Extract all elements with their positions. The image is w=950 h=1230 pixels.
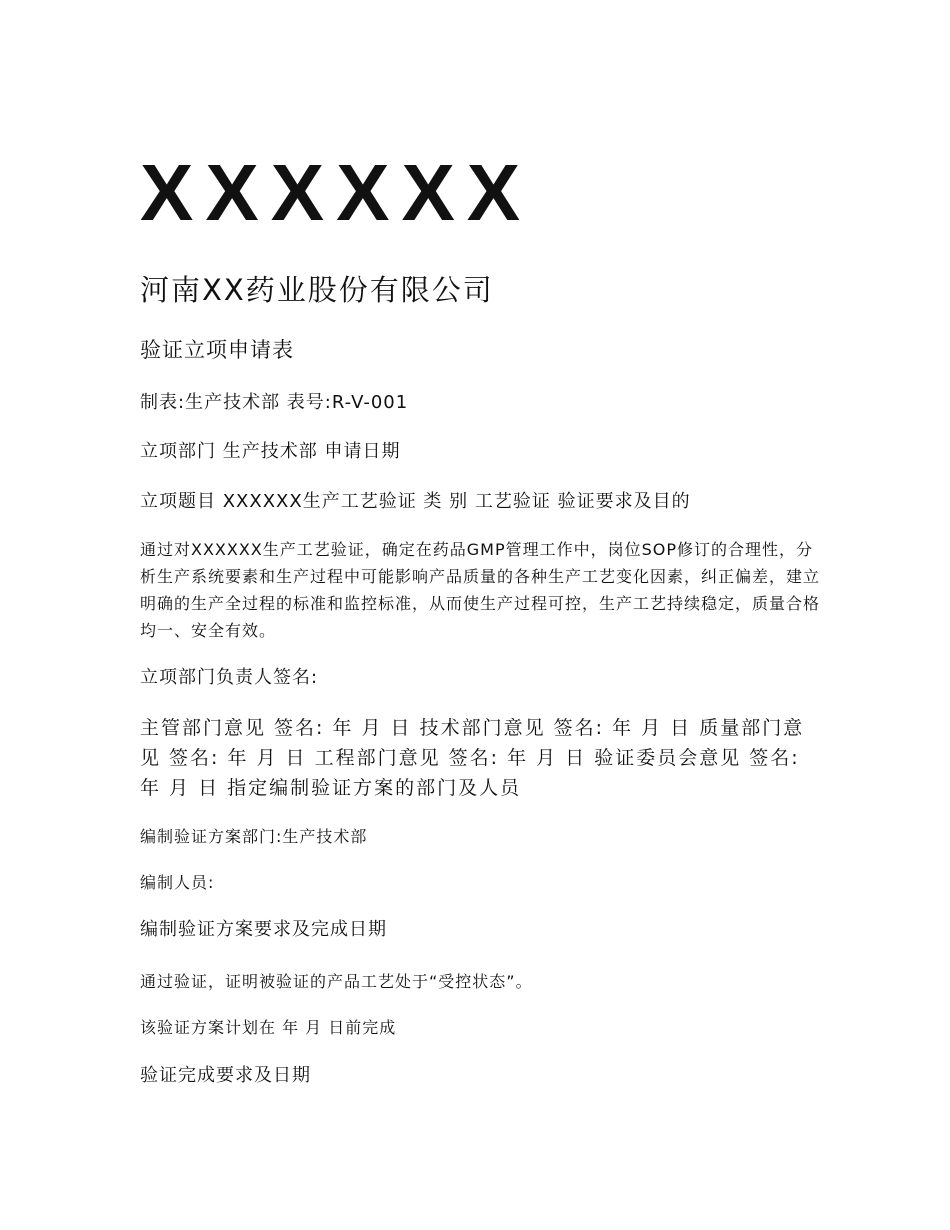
subject-line: 立项题目 XXXXXX生产工艺验证 类 别 工艺验证 验证要求及目的 [140, 491, 691, 512]
completion-heading: 验证完成要求及日期 [140, 1065, 311, 1086]
form-title: 验证立项申请表 [140, 338, 294, 362]
plan-staff: 编制人员: [140, 873, 215, 892]
plan-deadline: 该验证方案计划在 年 月 日前完成 [140, 1018, 397, 1037]
opinions-paragraph: 主管部门意见 签名: 年 月 日 技术部门意见 签名: 年 月 日 质量部门意见 签名: 年 月 日 工程部门意见 签名: 年 月 日 验证委员会意见 签名: 年 月 日 指定编制验证方案的部门及人员 [140, 717, 805, 799]
dept-head-signature: 立项部门负责人签名: [140, 667, 319, 688]
dept-line: 立项部门 生产技术部 申请日期 [140, 441, 401, 462]
plan-requirements-text: 通过验证，证明被验证的产品工艺处于“受控状态”。 [140, 972, 533, 991]
company-name: 河南XX药业股份有限公司 [140, 273, 494, 307]
form-meta: 制表:生产技术部 表号:R-V-001 [140, 392, 409, 413]
purpose-paragraph: 通过对XXXXXX生产工艺验证，确定在药品GMP管理工作中，岗位SOP修订的合理性，分析生产系统要素和生产过程中可能影响产品质量的各种生产工艺变化因素，纠正偏差，建立明确的生产全过程的标准和监控标准，从而使生产过程可控，生产工艺持续稳定，质量合格均一、安全有效。 [140, 540, 821, 640]
document-big-title: XXXXXX [140, 148, 533, 237]
plan-department: 编制验证方案部门:生产技术部 [140, 827, 368, 846]
plan-requirements-heading: 编制验证方案要求及完成日期 [140, 919, 387, 940]
